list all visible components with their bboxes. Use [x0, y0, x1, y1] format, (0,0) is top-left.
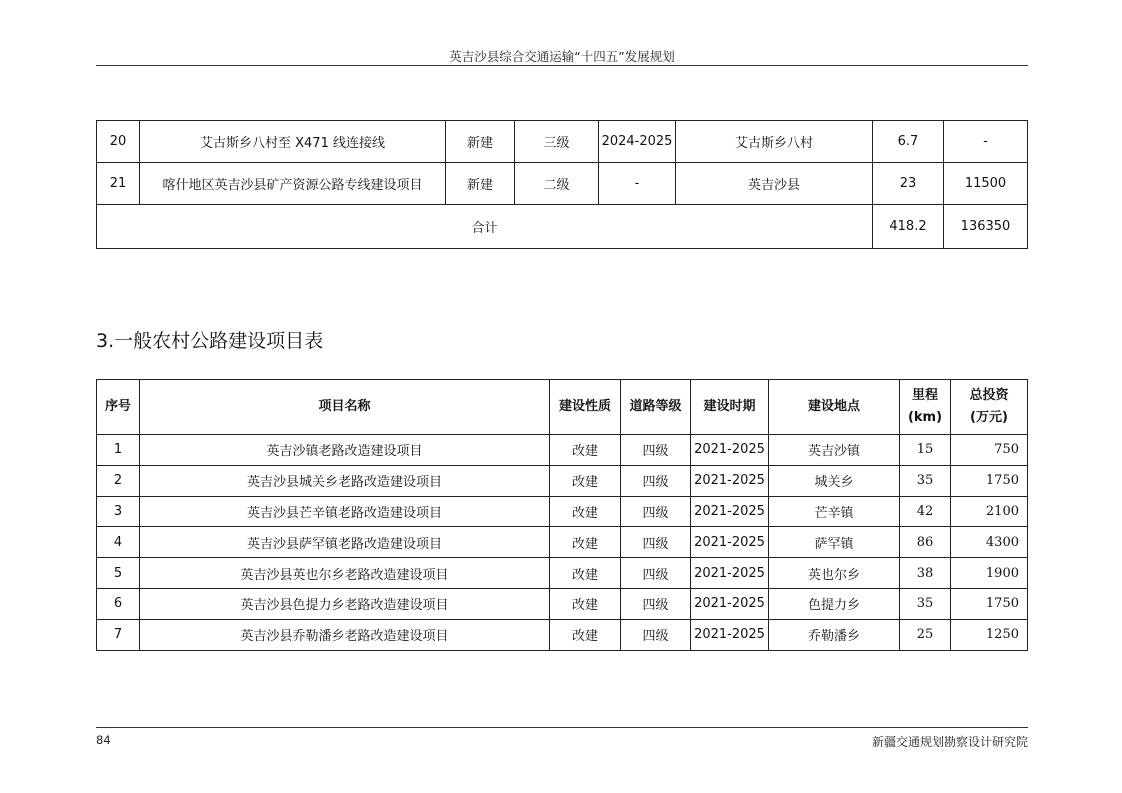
investment: - — [944, 121, 1028, 163]
investment: 1750 — [951, 465, 1028, 496]
construction-location: 英吉沙县 — [676, 163, 873, 205]
header-type: 建设性质 — [550, 380, 621, 435]
road-grade: 四级 — [621, 558, 691, 589]
construction-location: 芒辛镇 — [769, 496, 900, 527]
header-investment-line2: (万元) — [970, 410, 1008, 425]
header-investment — [951, 380, 1028, 435]
project-name: 英吉沙镇老路改造建设项目 — [140, 435, 550, 466]
total-mileage: 418.2 — [873, 205, 944, 249]
construction-period: - — [599, 163, 676, 205]
highway-project-table-continued — [96, 120, 1028, 249]
table-header-row — [97, 380, 1028, 435]
table-row — [97, 435, 1028, 466]
table-row — [97, 496, 1028, 527]
header-period: 建设时期 — [691, 380, 769, 435]
construction-location: 色提力乡 — [769, 588, 900, 619]
road-grade: 四级 — [621, 619, 691, 650]
mileage: 35 — [900, 588, 951, 619]
mileage: 86 — [900, 527, 951, 558]
construction-location: 艾古斯乡八村 — [676, 121, 873, 163]
mileage: 23 — [873, 163, 944, 205]
table-row — [97, 163, 1028, 205]
table-row — [97, 527, 1028, 558]
row-number: 7 — [97, 619, 140, 650]
project-name: 英吉沙县乔勒潘乡老路改造建设项目 — [140, 619, 550, 650]
construction-period: 2021-2025 — [691, 435, 769, 466]
investment: 1250 — [951, 619, 1028, 650]
investment: 2100 — [951, 496, 1028, 527]
construction-period: 2021-2025 — [691, 588, 769, 619]
investment: 11500 — [944, 163, 1028, 205]
construction-period: 2021-2025 — [691, 496, 769, 527]
mileage: 35 — [900, 465, 951, 496]
section-title: 3.一般农村公路建设项目表 — [96, 330, 324, 352]
construction-period: 2021-2025 — [691, 619, 769, 650]
organization-name: 新疆交通规划勘察设计研究院 — [871, 735, 1028, 749]
table-row — [97, 465, 1028, 496]
total-investment: 136350 — [944, 205, 1028, 249]
project-name: 艾古斯乡八村至 X471 线连接线 — [140, 121, 446, 163]
construction-period: 2021-2025 — [691, 527, 769, 558]
construction-location: 英也尔乡 — [769, 558, 900, 589]
project-name: 英吉沙县色提力乡老路改造建设项目 — [140, 588, 550, 619]
row-number: 2 — [97, 465, 140, 496]
construction-type: 改建 — [550, 588, 621, 619]
row-number: 6 — [97, 588, 140, 619]
project-name: 英吉沙县芒辛镇老路改造建设项目 — [140, 496, 550, 527]
mileage: 42 — [900, 496, 951, 527]
road-grade: 四级 — [621, 588, 691, 619]
road-grade: 三级 — [515, 121, 599, 163]
table-row — [97, 588, 1028, 619]
table-row — [97, 619, 1028, 650]
footer-divider — [96, 727, 1028, 728]
table-row — [97, 121, 1028, 163]
construction-period: 2021-2025 — [691, 465, 769, 496]
construction-type: 改建 — [550, 435, 621, 466]
row-number: 1 — [97, 435, 140, 466]
rural-road-project-table — [96, 379, 1028, 651]
construction-location: 英吉沙镇 — [769, 435, 900, 466]
total-row — [97, 205, 1028, 249]
row-number: 21 — [97, 163, 140, 205]
project-name: 英吉沙县萨罕镇老路改造建设项目 — [140, 527, 550, 558]
mileage: 15 — [900, 435, 951, 466]
header-name: 项目名称 — [140, 380, 550, 435]
construction-location: 城关乡 — [769, 465, 900, 496]
project-name: 英吉沙县英也尔乡老路改造建设项目 — [140, 558, 550, 589]
header-location: 建设地点 — [769, 380, 900, 435]
road-grade: 二级 — [515, 163, 599, 205]
investment: 4300 — [951, 527, 1028, 558]
road-grade: 四级 — [621, 465, 691, 496]
construction-period: 2021-2025 — [691, 558, 769, 589]
page-header-title: 英吉沙县综合交通运输“十四五”发展规划 — [449, 49, 675, 64]
construction-type: 改建 — [550, 465, 621, 496]
mileage: 25 — [900, 619, 951, 650]
construction-period: 2024-2025 — [599, 121, 676, 163]
mileage: 38 — [900, 558, 951, 589]
project-name: 喀什地区英吉沙县矿产资源公路专线建设项目 — [140, 163, 446, 205]
header-mileage-line2: (km) — [907, 410, 943, 425]
investment: 1750 — [951, 588, 1028, 619]
road-grade: 四级 — [621, 496, 691, 527]
project-name: 英吉沙县城关乡老路改造建设项目 — [140, 465, 550, 496]
construction-type: 改建 — [550, 496, 621, 527]
header-no: 序号 — [97, 380, 140, 435]
construction-type: 新建 — [446, 121, 515, 163]
road-grade: 四级 — [621, 435, 691, 466]
row-number: 20 — [97, 121, 140, 163]
construction-location: 萨罕镇 — [769, 527, 900, 558]
total-label: 合计 — [97, 205, 873, 249]
header-investment-line1: 总投资 — [969, 388, 1009, 403]
table-row — [97, 558, 1028, 589]
header-mileage — [900, 380, 951, 435]
row-number: 4 — [97, 527, 140, 558]
investment: 1900 — [951, 558, 1028, 589]
row-number: 3 — [97, 496, 140, 527]
header-grade: 道路等级 — [621, 380, 691, 435]
mileage: 6.7 — [873, 121, 944, 163]
construction-type: 改建 — [550, 619, 621, 650]
page-number: 84 — [96, 733, 111, 747]
row-number: 5 — [97, 558, 140, 589]
investment: 750 — [951, 435, 1028, 466]
construction-type: 改建 — [550, 558, 621, 589]
road-grade: 四级 — [621, 527, 691, 558]
construction-location: 乔勒潘乡 — [769, 619, 900, 650]
construction-type: 新建 — [446, 163, 515, 205]
header-mileage-line1: 里程 — [911, 388, 938, 403]
header-divider — [96, 65, 1028, 66]
construction-type: 改建 — [550, 527, 621, 558]
